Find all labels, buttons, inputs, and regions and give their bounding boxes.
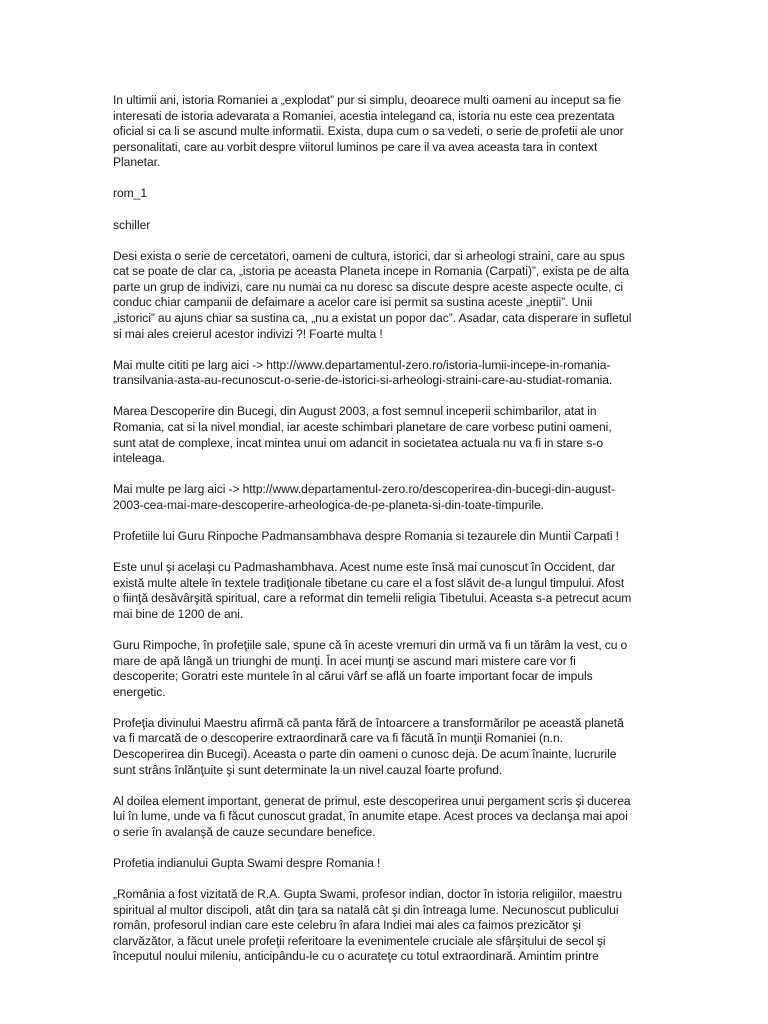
gupta-swami-paragraph: „România a fost vizitată de R.A. Gupta Swami, profesor indian, doctor în istoria religiilor, maestru spiritual al multor discipoli, atât din ţara sa natală cât şi din întreaga lume. Necunoscut publicului român, profesorul indian care este celebru în afara Indiei mai ales ca faimos prezicător şi clarvăzător, a făcut unele profeţii referitoare la evenimentele cruciale ale sfârşitului de secol şi începutul noului mileniu, anticipându-le cu o acurateţe cu totul extraordinară. Amintim printre (113, 887, 623, 964)
read-more-link-bucegi[interactable]: Mai multe pe larg aici -> http://www.departamentul-zero.ro/descoperirea-din-bucegi-din-august-2003-cea-mai-mare-descoperire-arheologica-de-pe-planeta-si-din-toate-timpurile. (113, 482, 615, 512)
padmashambhava-paragraph: Este unul şi acelaşi cu Padmashambhava. Acest nume este însă mai cunoscut în Occident, dar există multe altele în textele tradiţionale tibetane cu care el a fost slăvit de-a lungul timpului. Afost o fiinţă desăvârşită spiritual, care a reformat din temelii religia Tibetului. Aceasta s-a petrecut acum mai bine de 1200 de ani. (113, 560, 632, 621)
guru-rimpoche-prophecy-paragraph: Guru Rimpoche, în profeţiile sale, spune că în aceste vremuri din urmă va fi un tărâm la vest, cu o mare de apă lângă un triunghi de munţi. În acei munţi se ascund mari mistere care vor fi descoperite; Goratri este muntele în al cărui vârf se află un foarte important focar de impuls energetic. (113, 637, 628, 699)
intro-paragraph: In ultimii ani, istoria Romaniei a „explodat” pur si simplu, deoarece multi oameni au inceput sa fie interesati de istoria adevarata a Romaniei, acestia intelegand ca, istoria nu este cea prezentata oficial si ca li se ascund multe informatii. Exista, dupa cum o sa vedeti, o serie de profetii ale unor personalitati, care au vorbit despre viitorul luminos pe care il va avea aceasta tara in context Planetar. (113, 93, 624, 170)
second-element-paragraph: Al doilea element important, generat de primul, este descoperirea unui pergament scris şi ducerea lui în lume, unde va fi făcut cunoscut gradat, în anumite etape. Acest proces va declanşa mai apoi o serie în avalanşă de cauze secundare benefice. (113, 793, 631, 839)
image-caption-rom-1: rom_1 (113, 186, 148, 201)
bucegi-discovery-paragraph: Marea Descoperire din Bucegi, din August 2003, a fost semnul inceperii schimbarilor, atat in Romania, cat si la nivel mondial, iar aceste schimbari planetare de care vorbesc putini oameni, sunt atat de complexe, incat mintea unui om adancit in societatea actuala nu va fi in stare s-o inteleaga. (113, 404, 612, 466)
master-prophecy-paragraph: Profeţia divinului Maestru afirmă că panta fără de întoarcere a transformărilor pe această planetă va fi marcată de o descoperire extraordinară care va fi făcută în munţii Romaniei (n.n. Descoperirea din Bucegi). Aceasta o parte din oameni o cunosc deja. De acum înainte, lucrurile sunt strâns înlănţuite şi sunt determinate la un nivel cauzal foarte profund. (113, 715, 624, 777)
document-page (113, 93, 633, 981)
researchers-paragraph: Desi exista o serie de cercetatori, oameni de cultura, istorici, dar si arheologi straini, care au spus cat se poate de clar ca, „istoria pe aceasta Planeta incepe in Romania (Carpati)”, exista pe de alta parte un grup de indivizi, care nu numai ca nu doresc sa discute despre aceste aspecte oculte, ci conduc chiar campanii de defaimare a acelor care isi permit sa sustina aceste „ineptii”. Unii „istorici” au ajuns chiar sa sustina ca, „nu a existat un popor dac”. Asadar, cata disperare in sufletul si mai ales creierul acestor indivizi ?! Foarte multa ! (113, 248, 632, 341)
section-heading-gupta-swami: Profetia indianului Gupta Swami despre Romania ! (113, 855, 381, 870)
read-more-link-history[interactable]: Mai multe cititi pe larg aici -> http://www.departamentul-zero.ro/istoria-lumii-incepe-in-romania-transilvania-asta-au-recunoscut-o-serie-de-istorici-si-arheologi-straini-care-au-studiat-romania. (113, 357, 613, 388)
image-caption-schiller: schiller (113, 217, 151, 232)
section-heading-guru-rinpoche: Profetiile lui Guru Rinpoche Padmansambhava despre Romania si tezaurele din Muntii Carpati ! (113, 528, 619, 543)
